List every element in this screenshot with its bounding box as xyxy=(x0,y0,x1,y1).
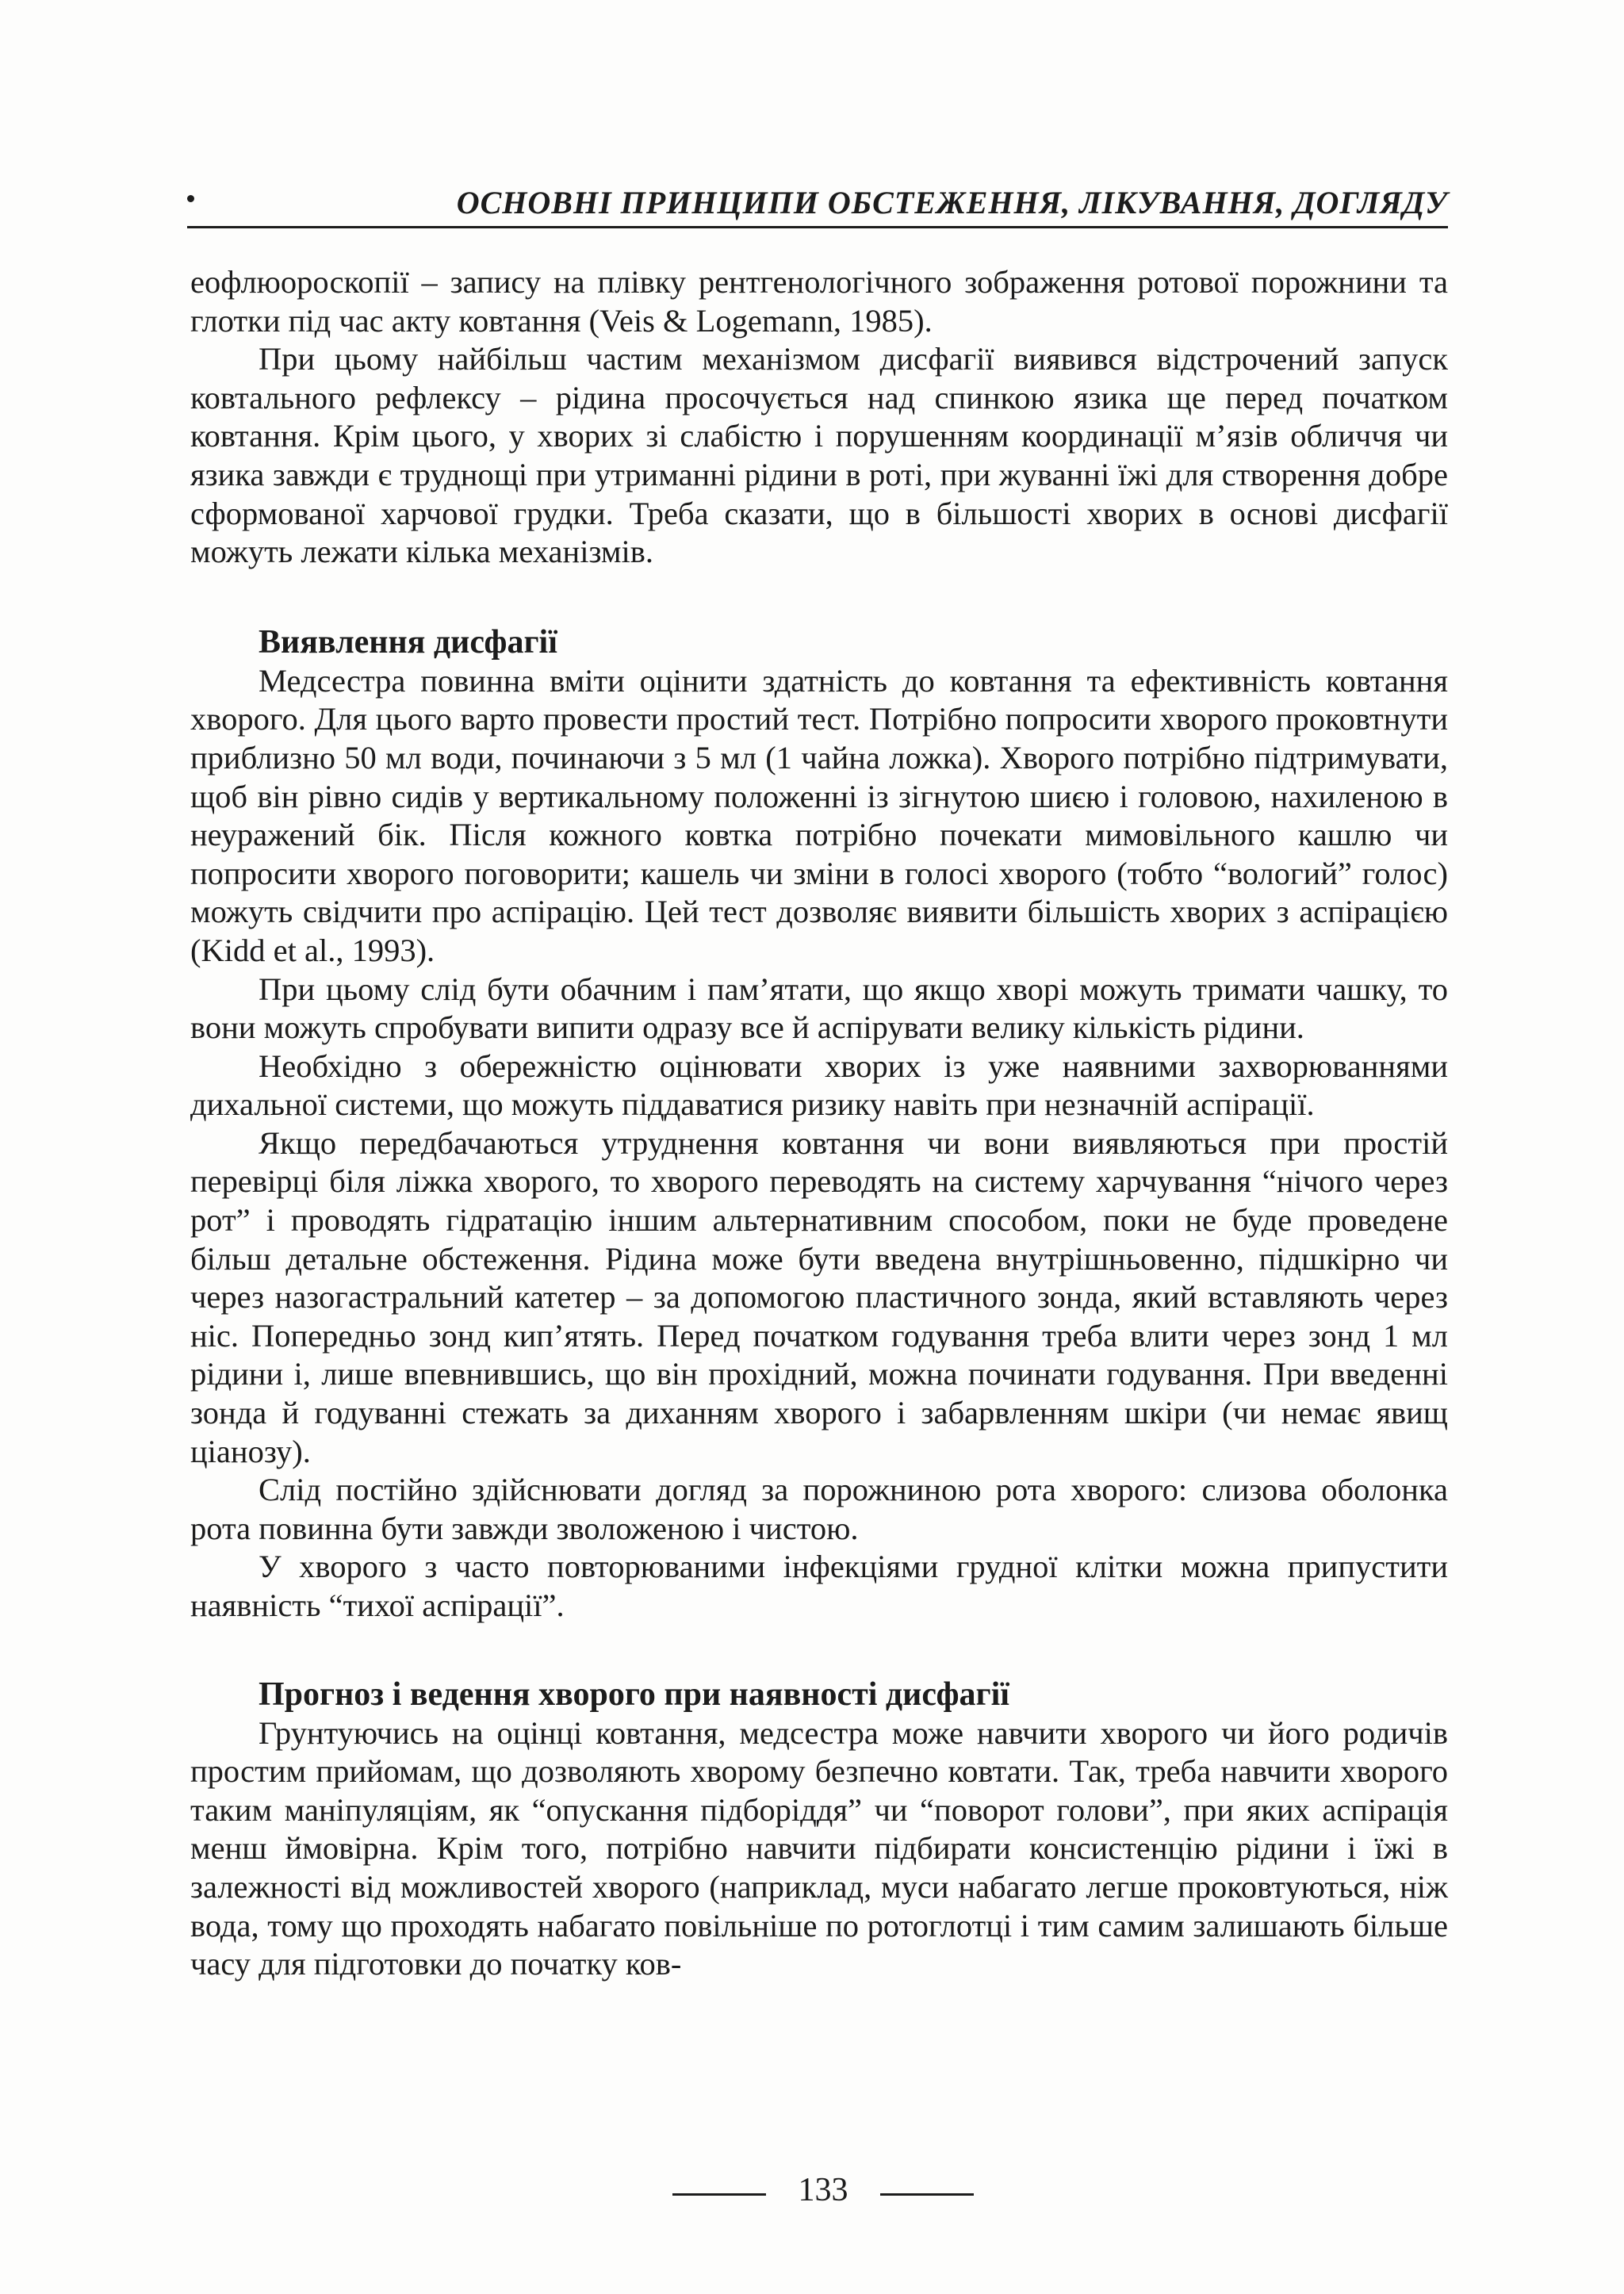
section-spacer xyxy=(190,1626,1448,1675)
paragraph: Слід постійно здійснювати догляд за порожниною рота хворого: слизова оболонка рота повинна бути завжди зволоженою і чистою. xyxy=(190,1472,1448,1546)
paragraph: Медсестра повинна вміти оцінити здатність до ковтання та ефективність ковтання хворого. Для цього варто провести простий тест. Потрібно попросити хворого проковтнути приблизно 50 мл води, починаючи з 5 мл (1 чайна ложка). Хворого потрібно підтримувати, щоб він рівно сидів у вертикальному положенні із зігнутою шиєю і головою, нахиленою в неуражений бік. Після кожного ковтка потрібно почекати мимовільного кашлю чи попросити хворого поговорити; кашель чи зміни в голосі хворого (тобто “вологий” голос) можуть свідчити про аспірацію. Цей тест дозволяє виявити більшість хворих з аспірацією (Kidd et al., 1993). xyxy=(190,662,1448,968)
footer-rule-right xyxy=(880,2193,974,2196)
section-spacer xyxy=(190,572,1448,622)
paragraph: При цьому слід бути обачним і пам’ятати, що якщо хворі можуть тримати чашку, то вони можуть спробувати випити одразу все й аспірувати велику кількість рідини. xyxy=(190,971,1448,1046)
section-heading: Прогноз і ведення хворого при наявності дисфагії xyxy=(259,1676,1009,1713)
running-header xyxy=(187,184,1448,232)
running-header-title: ОСНОВНІ ПРИНЦИПИ ОБСТЕЖЕННЯ, ЛІКУВАННЯ, ДОГЛЯДУ xyxy=(456,185,1448,220)
page-number: 133 xyxy=(798,2172,848,2208)
bullet-dot xyxy=(187,195,194,202)
paragraph: еофлюороскопії – запису на плівку рентгенологічного зображення ротової порожнини та глотки під час акту ковтання (Veis & Logemann, 1985). xyxy=(190,264,1448,339)
paragraph: При цьому найбільш частим механізмом дисфагії виявився відстрочений запуск ковтального рефлексу – рідина просочується над спинкою язика ще перед початком ковтання. Крім цього, у хворих зі слабістю і порушенням координації м’язів обличчя чи язика завжди є труднощі при утриманні рідини в роті, при жуванні їжі для створення добре сформованої харчової грудки. Треба сказати, що в більшості хворих в основі дисфагії можуть лежати кілька механізмів. xyxy=(190,341,1448,570)
paragraph: Якщо передбачаються утруднення ковтання чи вони виявляються при простій перевірці біля ліжка хворого, то хворого переводять на систему харчування “нічого через рот” і проводять гідратацію іншим альтернативним способом, поки не буде проведене більш детальне обстеження. Рідина може бути введена внутрішньовенно, підшкірно чи через назогастральний катетер – за допомогою пластичного зонда, який вставляють через ніс. Попередньо зонд кип’ятять. Перед початком годування треба влити через зонд 1 мл рідини і, лише впевнившись, що він прохідний, можна починати годування. При введенні зонда й годуванні стежать за диханням хворого і забарвленням шкіри (чи немає явищ ціанозу). xyxy=(190,1124,1448,1469)
footer-rule-left xyxy=(672,2193,766,2196)
paragraph: У хворого з часто повторюваними інфекціями грудної клітки можна припустити наявність “тихої аспірації”. xyxy=(190,1549,1448,1623)
section-heading: Виявлення дисфагії xyxy=(259,623,557,661)
paragraph: Грунтуючись на оцінці ковтання, медсестра може навчити хворого чи його родичів простим прийомам, що дозволяють хворому безпечно ковтати. Так, треба навчити хворого таким маніпуляціям, як “опускання підборіддя” чи “поворот голови”, при яких аспірація менш ймовірна. Крім того, потрібно навчити підбирати консистенцію рідини і їжі в залежності від можливостей хворого (наприклад, муси набагато легше проковтуються, ніж вода, тому що проходять набагато повільніше по ротоглотці і тим самим залишають більше часу для підготовки до початку ков- xyxy=(190,1714,1448,1982)
body-text xyxy=(190,263,1448,1984)
page-footer xyxy=(0,2171,1624,2219)
header-rule xyxy=(187,226,1448,228)
paragraph: Необхідно з обережністю оцінювати хворих із уже наявними захворюваннями дихальної системи, що можуть піддаватися ризику навіть при незначній аспірації. xyxy=(190,1047,1448,1123)
